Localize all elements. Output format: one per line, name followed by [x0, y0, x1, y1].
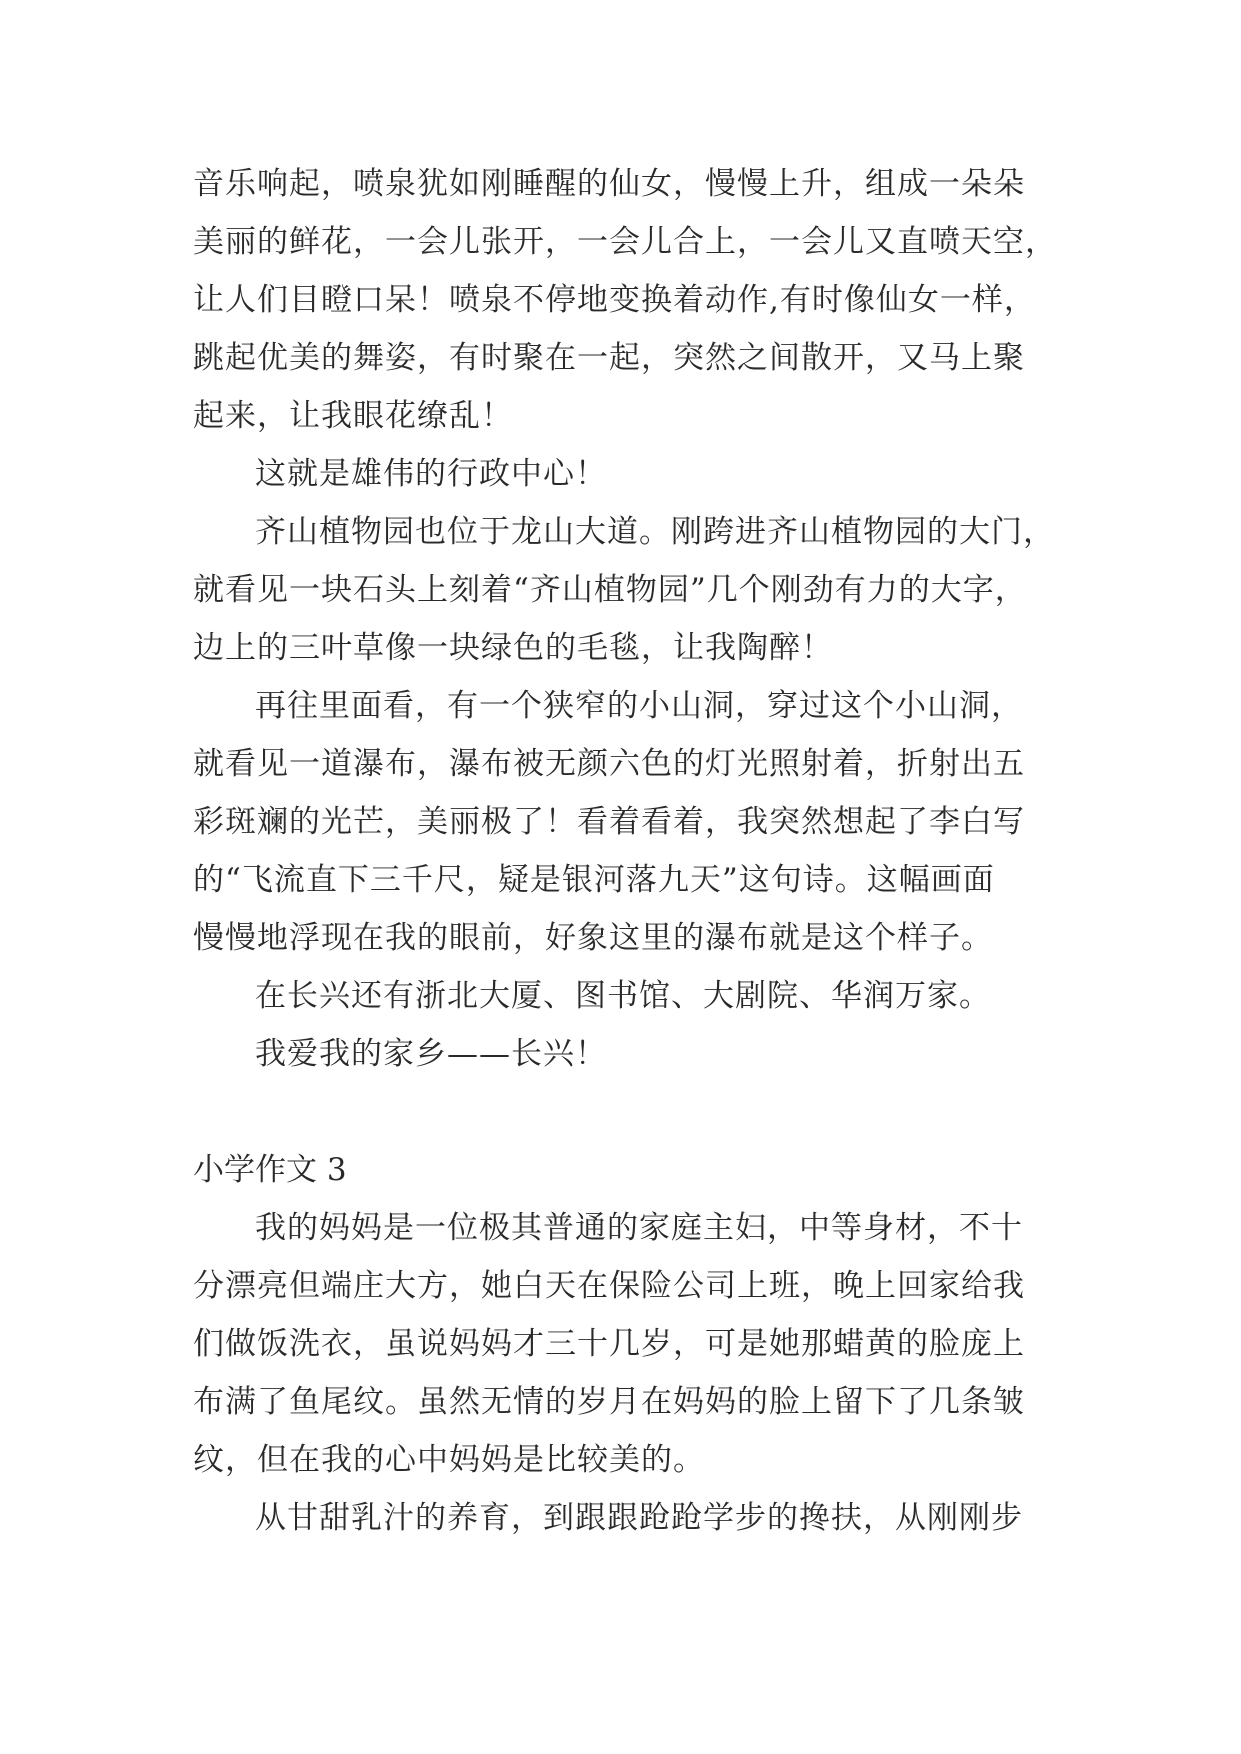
paragraph-line: 布满了鱼尾纹。虽然无情的岁月在妈妈的脸上留下了几条皱 [193, 1384, 1025, 1420]
paragraph-line: 从甘甜乳汁的养育，到跟跟跄跄学步的搀扶，从刚刚步 [255, 1500, 1023, 1536]
paragraph-line: 音乐响起，喷泉犹如刚睡醒的仙女，慢慢上升，组成一朵朵 [193, 166, 1025, 202]
paragraph-line: 美丽的鲜花，一会儿张开，一会儿合上，一会儿又直喷天空， [193, 224, 1057, 260]
paragraph-line: 们做饭洗衣，虽说妈妈才三十几岁，可是她那蜡黄的脸庞上 [193, 1326, 1025, 1362]
paragraph-line: 这就是雄伟的行政中心！ [255, 456, 607, 492]
section-heading: 小学作文 3 [193, 1152, 347, 1188]
paragraph-line: 起来，让我眼花缭乱！ [193, 398, 513, 434]
paragraph-line: 的“飞流直下三千尺，疑是银河落九天”这句诗。这幅画面 [193, 862, 995, 898]
paragraph-line: 让人们目瞪口呆！喷泉不停地变换着动作,有时像仙女一样， [193, 282, 1036, 318]
paragraph-line: 就看见一道瀑布，瀑布被无颜六色的灯光照射着，折射出五 [193, 746, 1025, 782]
paragraph-line: 边上的三叶草像一块绿色的毛毯，让我陶醉！ [193, 630, 833, 666]
paragraph-line: 就看见一块石头上刻着“齐山植物园”几个刚劲有力的大字， [193, 572, 1027, 608]
paragraph-line: 齐山植物园也位于龙山大道。刚跨进齐山植物园的大门， [255, 514, 1055, 550]
paragraph-line: 彩斑斓的光芒，美丽极了！看着看着，我突然想起了李白写 [193, 804, 1025, 840]
paragraph-line: 分漂亮但端庄大方，她白天在保险公司上班，晚上回家给我 [193, 1268, 1025, 1304]
paragraph-line: 再往里面看，有一个狭窄的小山洞，穿过这个小山洞， [255, 688, 1023, 724]
paragraph-line: 慢慢地浮现在我的眼前，好象这里的瀑布就是这个样子。 [193, 920, 993, 956]
paragraph-line: 跳起优美的舞姿，有时聚在一起，突然之间散开，又马上聚 [193, 340, 1025, 376]
paragraph-line: 我的妈妈是一位极其普通的家庭主妇，中等身材，不十 [255, 1210, 1023, 1246]
paragraph-line: 在长兴还有浙北大厦、图书馆、大剧院、华润万家。 [255, 978, 991, 1014]
paragraph-line: 纹，但在我的心中妈妈是比较美的。 [193, 1442, 705, 1478]
paragraph-line: 我爱我的家乡——长兴！ [255, 1036, 607, 1072]
